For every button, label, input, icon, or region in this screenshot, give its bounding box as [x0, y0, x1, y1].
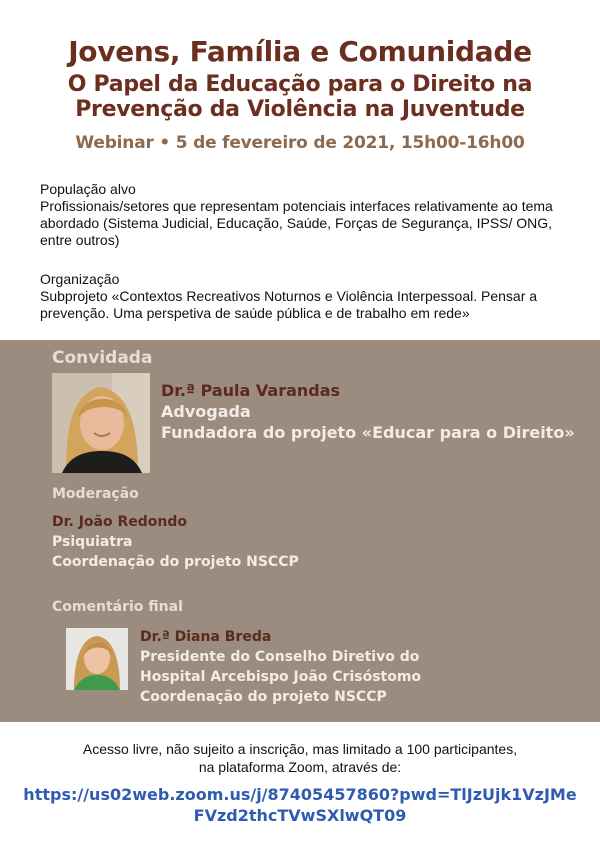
subtitle-line-1: O Papel da Educação para o Direito na: [67, 72, 533, 98]
header: [0, 36, 600, 153]
zoom-link-line-1[interactable]: https://us02web.zoom.us/j/87405457860?pwd=TlJzUjk1VzJMe: [23, 785, 577, 804]
moderation-section-label: Moderação: [52, 486, 139, 502]
moderator-project: Coordenação do projeto NSCCP: [52, 554, 299, 570]
access-line-1: Acesso livre, não sujeito a inscrição, mas limitado a 100 participantes,: [82, 741, 518, 757]
organization: [40, 271, 580, 322]
target-population-label: População alvo: [40, 181, 136, 197]
organization-text: Subprojeto «Contextos Recreativos Noturnos e Violência Interpessoal. Pensar a prevenção. Uma perspetiva de saúde pública e de trabalho em rede»: [40, 288, 538, 321]
final-comment-photo: [66, 628, 128, 690]
final-comment-section-label: Comentário final: [52, 599, 183, 615]
access-line-2: na plataforma Zoom, através de:: [198, 759, 402, 775]
page-title: Jovens, Família e Comunidade: [68, 35, 532, 68]
final-comment-project: Coordenação do projeto NSCCP: [140, 689, 387, 705]
moderator-name: Dr. João Redondo: [52, 514, 188, 530]
subtitle-line-2: Prevenção da Violência na Juventude: [75, 96, 525, 122]
speakers-panel: [0, 340, 600, 722]
webinar-date: Webinar • 5 de fevereiro de 2021, 15h00-16h00: [75, 132, 525, 153]
final-comment-role-1: Presidente do Conselho Diretivo do: [140, 649, 420, 665]
access-info: [0, 740, 600, 776]
guest-name: Dr.ª Paula Varandas: [161, 381, 341, 400]
final-comment-info: [140, 627, 421, 707]
target-population-text: Profissionais/setores que representam potenciais interfaces relativamente ao tema abordado (Sistema Judicial, Educação, Saúde, Forças de Segurança, IPSS/ ONG, entre outros): [40, 198, 553, 248]
moderation-info: [52, 512, 299, 572]
target-population: [40, 181, 580, 249]
guest-info: [161, 380, 575, 443]
moderator-role: Psiquiatra: [52, 534, 133, 550]
guest-role: Advogada: [161, 402, 251, 421]
zoom-link-line-2[interactable]: FVzd2thcTVwSXlwQT09: [193, 806, 407, 825]
final-comment-name: Dr.ª Diana Breda: [140, 629, 272, 645]
final-comment-role-2: Hospital Arcebispo João Crisóstomo: [140, 669, 422, 685]
guest-project: Fundadora do projeto «Educar para o Direito»: [161, 423, 575, 442]
zoom-link[interactable]: [0, 784, 600, 826]
guest-section-label: Convidada: [52, 348, 153, 368]
guest-photo: [52, 373, 150, 473]
organization-label: Organização: [40, 271, 120, 287]
